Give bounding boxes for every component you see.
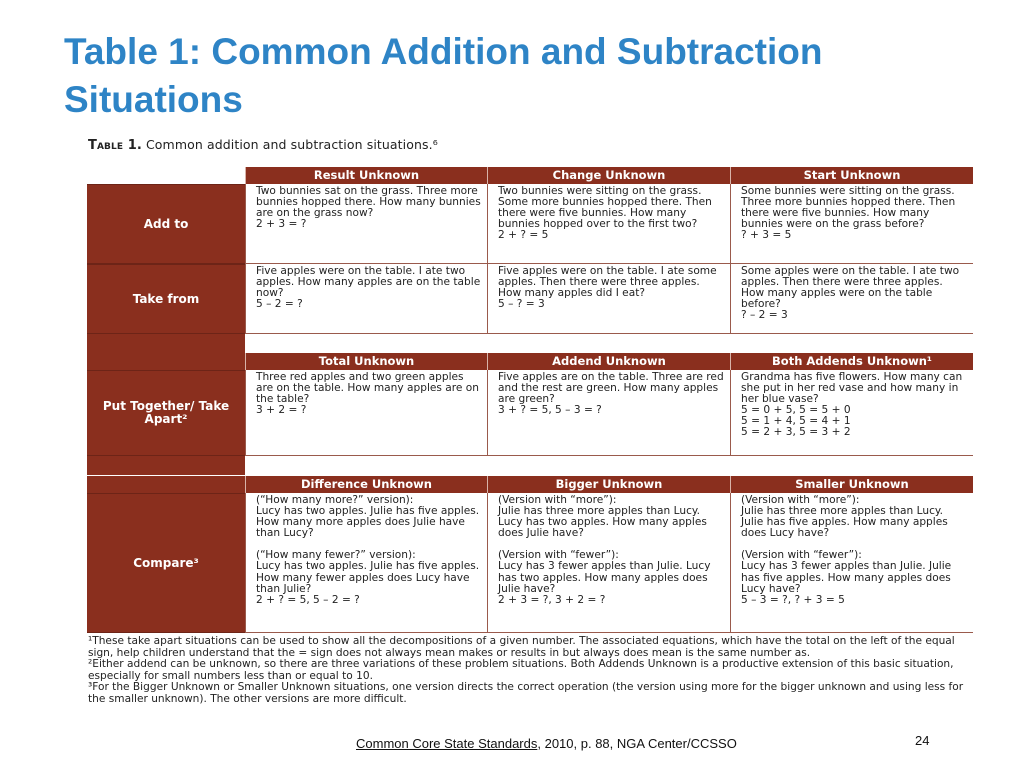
row-label-add-to: Add to: [87, 184, 245, 264]
column-header: Change Unknown: [487, 167, 730, 184]
table-cell: (“How many more?” version): Lucy has two apples. Julie has five apples. How many more apples does Julie have than Lucy? (“How many fewer?” version): Lucy has two apples. Julie has five apples. How many fewer apples does Lucy have than Julie? 2 + ? = 5, 5 – 2 = ?: [245, 493, 487, 633]
table-cell: Two bunnies sat on the grass. Three more bunnies hopped there. How many bunnies are on the grass now? 2 + 3 = ?: [245, 184, 487, 264]
row-label-compare: Compare³: [87, 493, 245, 633]
header-spacer: [87, 476, 245, 493]
table-section-compare: [87, 476, 973, 633]
citation-details: , 2010, p. 88, NGA Center/CCSSO: [537, 736, 737, 751]
page-number: 24: [915, 733, 930, 748]
table-section-put-together: [87, 353, 973, 475]
column-header: Both Addends Unknown¹: [730, 353, 973, 370]
column-header: Start Unknown: [730, 167, 973, 184]
row-label-take-from: Take from: [87, 264, 245, 334]
table-section-add-take: [87, 167, 973, 353]
row-separator: [245, 456, 973, 475]
table-caption-label: Table 1.: [88, 138, 142, 153]
row-label-put-together: Put Together/ Take Apart²: [87, 370, 245, 456]
column-header: Smaller Unknown: [730, 476, 973, 493]
table-cell: Five apples were on the table. I ate some apples. Then there were three apples. How many apples did I eat? 5 – ? = 3: [487, 264, 730, 334]
table-cell: (Version with “more”): Julie has three more apples than Lucy. Lucy has two apples. How many apples does Julie have? (Version with “fewer”): Lucy has 3 fewer apples than Julie. Lucy has two apples. How many apples does Julie have? 2 + 3 = ?, 3 + 2 = ?: [487, 493, 730, 633]
column-header: Difference Unknown: [245, 476, 487, 493]
table-cell: (Version with “more”): Julie has three more apples than Lucy. Julie has five apples. How many apples does Lucy have? (Version with “fewer”): Lucy has 3 fewer apples than Julie. Julie has five apples. How many apples does Lucy have? 5 – 3 = ?, ? + 3 = 5: [730, 493, 973, 633]
table-cell: Grandma has five flowers. How many can she put in her red vase and how many in her blue vase? 5 = 0 + 5, 5 = 5 + 0 5 = 1 + 4, 5 = 4 + 1 5 = 2 + 3, 5 = 3 + 2: [730, 370, 973, 456]
header-spacer: [87, 353, 245, 370]
footnote: ²Either addend can be unknown, so there are three variations of these problem situations. Both Addends Unknown is a productive extension of this basic situation, especially for small numbers less than or equal to 10.: [88, 658, 954, 682]
table-cell: Some bunnies were sitting on the grass. Three more bunnies hopped there. Then there were five bunnies. How many bunnies were on the grass before? ? + 3 = 5: [730, 184, 973, 264]
table-footnotes: [88, 636, 973, 706]
table-cell: Five apples were on the table. I ate two apples. How many apples are on the table now? 5 – 2 = ?: [245, 264, 487, 334]
header-spacer: [87, 167, 245, 184]
row-separator: [245, 334, 973, 353]
slide-title: Table 1: Common Addition and Subtraction Situations: [64, 31, 823, 120]
footnote: ³For the Bigger Unknown or Smaller Unknown situations, one version directs the correct operation (the version using more for the bigger unknown and using less for the smaller unknown). The other versions are more difficult.: [88, 681, 964, 705]
row-separator: [87, 334, 245, 353]
column-header: Addend Unknown: [487, 353, 730, 370]
row-separator: [87, 456, 245, 475]
column-header: Result Unknown: [245, 167, 487, 184]
table-cell: Three red apples and two green apples are on the table. How many apples are on the table? 3 + 2 = ?: [245, 370, 487, 456]
citation: [356, 736, 737, 751]
column-header: Total Unknown: [245, 353, 487, 370]
table-caption-text: Common addition and subtraction situations.⁶: [145, 137, 438, 152]
table-cell: Some apples were on the table. I ate two apples. Then there were three apples. How many apples were on the table before? ? – 2 = 3: [730, 264, 973, 334]
table-caption: [88, 137, 438, 153]
column-header: Bigger Unknown: [487, 476, 730, 493]
citation-source-link[interactable]: Common Core State Standards: [356, 736, 538, 751]
footnote: ¹These take apart situations can be used to show all the decompositions of a given number. The associated equations, which have the total on the left of the equal sign, help children understand that the = sign does not always mean makes or results in but always does mean is the same number as.: [88, 635, 955, 659]
table-cell: Two bunnies were sitting on the grass. Some more bunnies hopped there. Then there were five bunnies. How many bunnies hopped over to the first two? 2 + ? = 5: [487, 184, 730, 264]
table-cell: Five apples are on the table. Three are red and the rest are green. How many apples are green? 3 + ? = 5, 5 – 3 = ?: [487, 370, 730, 456]
